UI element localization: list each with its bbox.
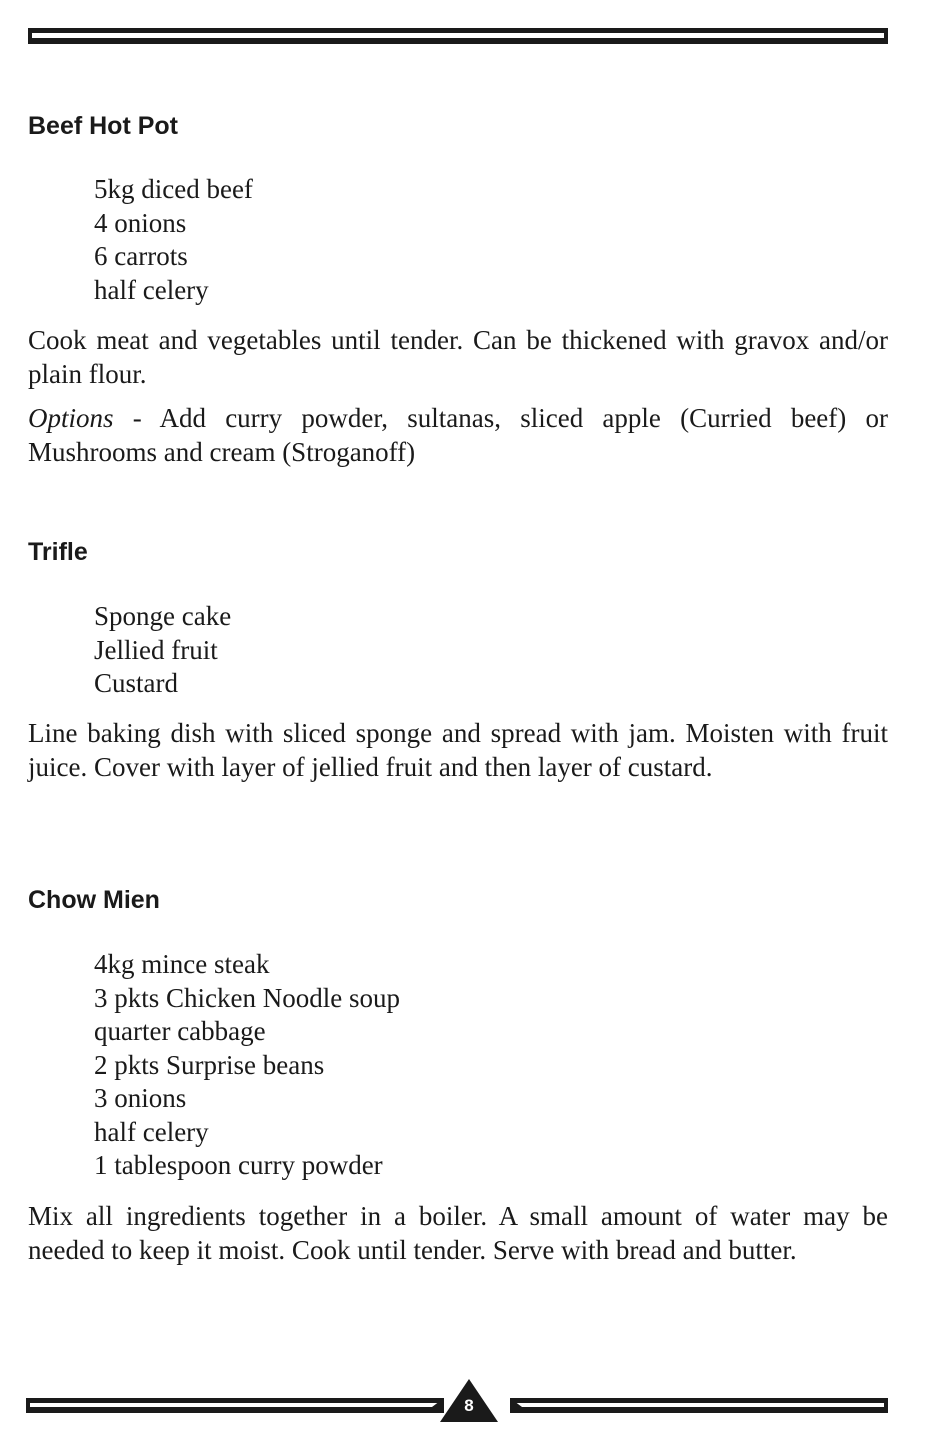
recipe-title-chow-mien: Chow Mien: [28, 886, 160, 914]
method-chow-mien: Mix all ingredients together in a boiler. A small amount of water may be needed to keep it moist. Cook until tender. Serve with bread and butter.: [28, 1201, 888, 1265]
ingredient-item: 5kg diced beef: [94, 174, 253, 204]
method-trifle: Line baking dish with sliced sponge and spread with jam. Moisten with fruit juice. Cover with layer of jellied fruit and then layer of custard.: [28, 718, 888, 782]
options-beef-hot-pot: [28, 401, 888, 469]
ingredient-item: Custard: [94, 668, 178, 698]
ingredient-item: 4 onions: [94, 207, 187, 238]
ingredient-item: Jellied fruit: [94, 634, 218, 665]
ingredient-list-beef-hot-pot: [94, 173, 253, 307]
ingredient-item: half celery: [94, 274, 209, 305]
ingredient-item: 3 pkts Chicken Noodle soup: [94, 982, 400, 1013]
recipe-title-trifle: Trifle: [28, 538, 88, 566]
ingredient-item: 4kg mince steak: [94, 949, 270, 979]
ingredient-item: 6 carrots: [94, 241, 188, 271]
method-beef-hot-pot: Cook meat and vegetables until tender. Can be thickened with gravox and/or plain flour.: [28, 325, 888, 389]
ingredient-item: 1 tablespoon curry powder: [94, 1150, 383, 1180]
ingredient-list-trifle: [94, 600, 231, 701]
page-number: 8: [464, 1396, 474, 1415]
ingredient-item: 2 pkts Surprise beans: [94, 1049, 325, 1080]
ingredient-item: Sponge cake: [94, 601, 232, 631]
options-label: Options: [28, 403, 114, 433]
ingredient-list-chow-mien: [94, 948, 400, 1183]
recipe-title-beef-hot-pot: Beef Hot Pot: [28, 112, 178, 140]
ingredient-item: half celery: [94, 1116, 209, 1147]
top-border-rule: [28, 28, 888, 44]
ingredient-item: quarter cabbage: [94, 1016, 266, 1046]
options-text: - Add curry powder, sultanas, sliced apple (Curried beef) or Mushrooms and cream (Stroganoff): [28, 403, 888, 467]
ingredient-item: 3 onions: [94, 1083, 187, 1113]
